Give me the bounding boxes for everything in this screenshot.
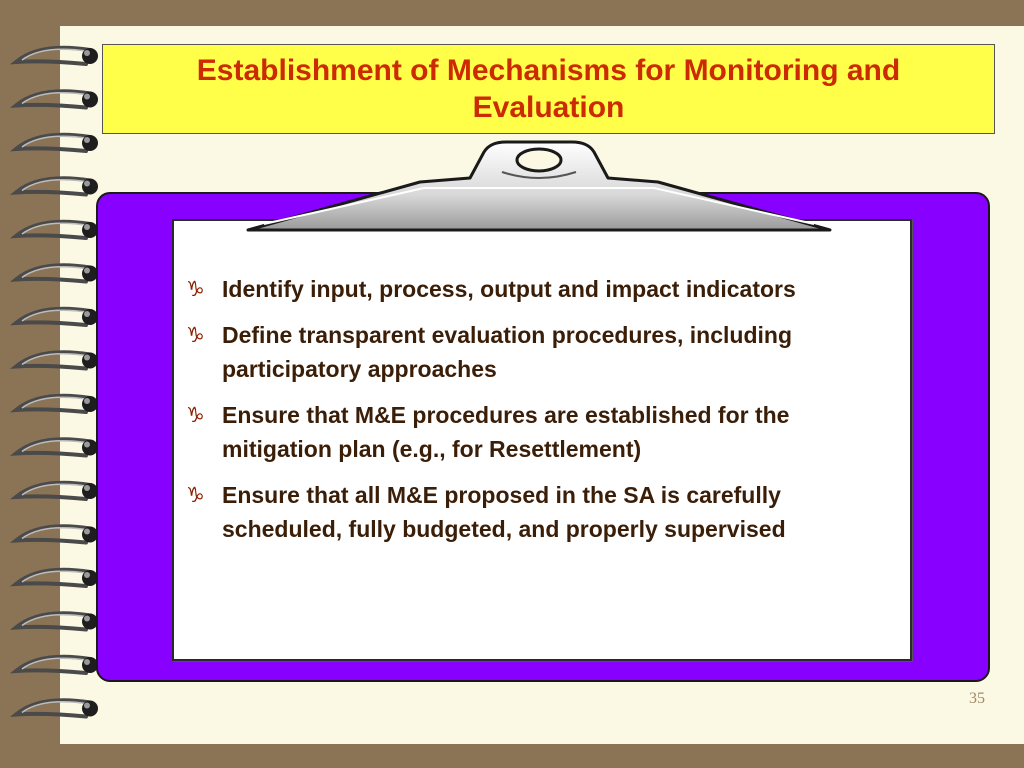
bullet-list: [186, 272, 891, 558]
capricorn-bullet-icon: ♑: [186, 483, 205, 507]
binding-ring: [16, 309, 98, 325]
page-number: 35: [969, 690, 985, 707]
binding-ring: [16, 570, 98, 586]
clipboard-clip-icon: [244, 138, 834, 234]
capricorn-bullet-icon: ♑: [186, 323, 205, 347]
binding-ring: [16, 526, 98, 542]
binding-ring: [16, 439, 98, 455]
binding-ring: [16, 178, 98, 194]
binding-ring: [16, 91, 98, 107]
slide-title: Establishment of Mechanisms for Monitoring and Evaluation: [196, 54, 901, 124]
bullet-text: Ensure that all M&E proposed in the SA is carefully scheduled, fully budgeted, and properly supervised: [222, 482, 786, 542]
binding-ring: [16, 222, 98, 238]
bullet-text: Ensure that M&E procedures are established for the mitigation plan (e.g., for Resettlement): [222, 402, 790, 462]
list-item: [186, 318, 891, 386]
binding-ring: [16, 700, 98, 716]
binding-ring: [16, 396, 98, 412]
list-item: [186, 478, 891, 546]
capricorn-bullet-icon: ♑: [186, 277, 205, 301]
binding-ring: [16, 48, 98, 64]
binding-ring: [16, 657, 98, 673]
bullet-text: Define transparent evaluation procedures, including participatory approaches: [222, 322, 793, 382]
capricorn-bullet-icon: ♑: [186, 403, 205, 427]
bullet-text: Identify input, process, output and impact indicators: [222, 276, 796, 302]
binding-ring: [16, 483, 98, 499]
list-item: [186, 272, 891, 306]
binding-ring: [16, 613, 98, 629]
binding-ring: [16, 135, 98, 151]
title-box: [102, 44, 995, 134]
list-item: [186, 398, 891, 466]
binding-ring: [16, 352, 98, 368]
binding-ring: [16, 265, 98, 281]
